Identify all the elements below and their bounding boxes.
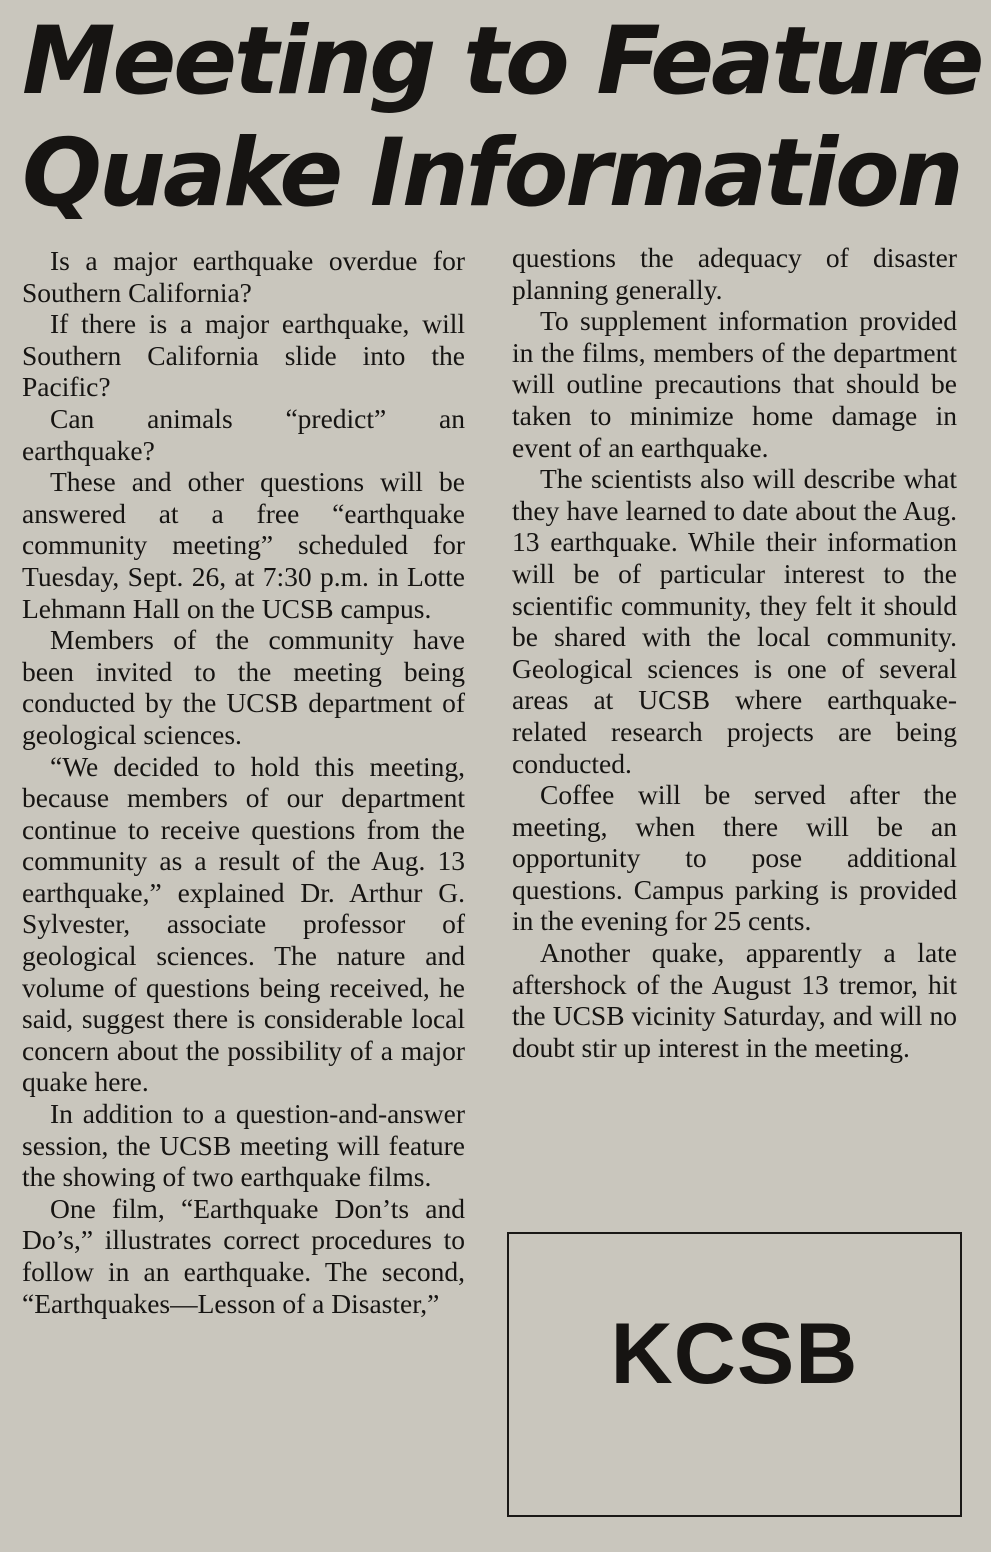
article-column-right <box>512 242 957 1063</box>
paragraph: Can animals “predict” an earthquake? <box>22 402 465 466</box>
paragraph: If there is a major earthquake, will Southern California slide into the Pacific? <box>22 308 465 403</box>
paragraph: These and other questions will be answered at a free “earthquake community meeting” scheduled for Tuesday, Sept. 26, at 7:30 p.m. in Lotte Lehmann Hall on the UCSB campus. <box>22 466 465 624</box>
paragraph: Is a major earthquake overdue for Southern California? <box>22 245 465 308</box>
paragraph: Another quake, apparently a late aftershock of the August 13 tremor, hit the UCSB vicinity Saturday, and will no doubt stir up interest in the meeting. <box>512 937 957 1063</box>
paragraph: Coffee will be served after the meeting, when there will be an opportunity to pose additional questions. Campus parking is provided in the evening for 25 cents. <box>512 779 957 937</box>
headline <box>22 6 982 230</box>
paragraph: To supplement information provided in the films, members of the department will outline precautions that should be taken to minimize home damage in event of an earthquake. <box>512 305 957 463</box>
headline-line-2: Quake Information <box>22 119 961 228</box>
article-column-left <box>22 242 465 1319</box>
paragraph: Members of the community have been invited to the meeting being conducted by the UCSB department of geological sciences. <box>22 624 465 750</box>
paragraph-continuation: questions the adequacy of disaster planning generally. <box>512 242 957 305</box>
paragraph: In addition to a question-and-answer session, the UCSB meeting will feature the showing of two earthquake films. <box>22 1098 465 1193</box>
paragraph: The scientists also will describe what they have learned to date about the Aug. 13 earthquake. While their information will be of particular interest to the scientific community, they felt it should be shared with the local community. Geological sciences is one of several areas at UCSB where earthquake-related research projects are being conducted. <box>512 463 957 779</box>
paragraph: “We decided to hold this meeting, because members of our department continue to receive questions from the community as a result of the Aug. 13 earthquake,” explained Dr. Arthur G. Sylvester, associate professor of geological sciences. The nature and volume of questions being received, he said, suggest there is considerable local concern about the possibility of a major quake here. <box>22 750 465 1098</box>
kcsb-ad-box <box>507 1232 962 1517</box>
kcsb-ad-label: KCSB <box>610 1306 859 1402</box>
paragraph: One film, “Earthquake Don’ts and Do’s,” illustrates correct procedures to follow in an earthquake. The second, “Earthquakes—Lesson of a Disaster,” <box>22 1192 465 1319</box>
headline-line-1: Meeting to Feature <box>22 7 982 116</box>
